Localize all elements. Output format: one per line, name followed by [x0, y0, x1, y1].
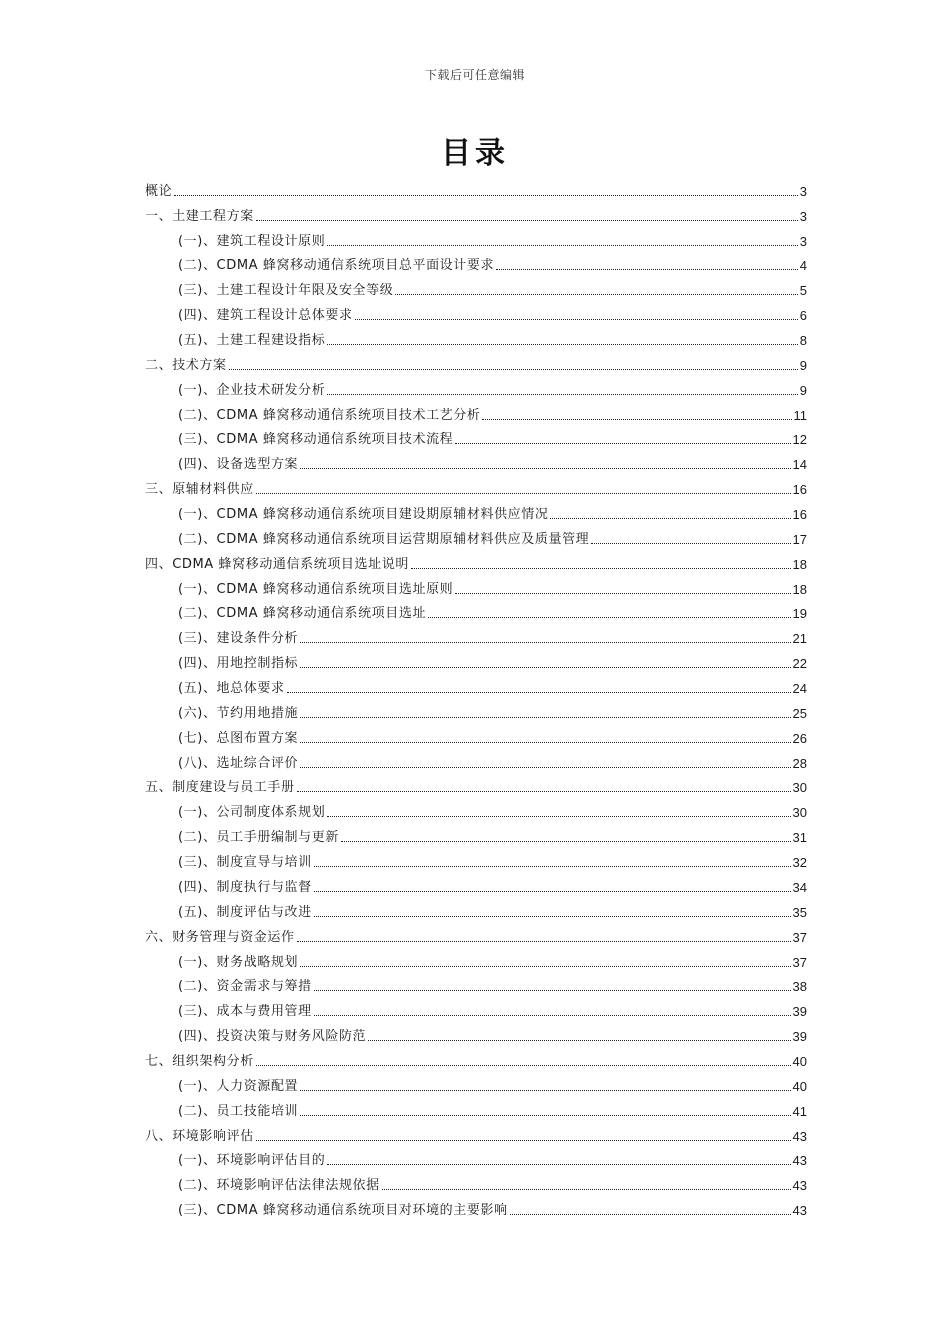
toc-entry-page-number: 43 — [792, 1153, 807, 1169]
toc-entry-page-number: 3 — [799, 208, 807, 224]
dot-leader — [550, 518, 790, 519]
toc-section-link[interactable] — [145, 921, 807, 946]
toc-subsection-link[interactable] — [145, 722, 807, 747]
toc-section-link[interactable] — [145, 772, 807, 797]
toc-entry-label: 一、土建工程方案 — [145, 208, 254, 224]
toc-entry-page-number: 21 — [792, 631, 807, 647]
toc-entry-label: (三)、成本与费用管理 — [178, 1004, 312, 1020]
toc-subsection-link[interactable] — [145, 299, 807, 324]
toc-subsection-link[interactable] — [145, 1194, 807, 1219]
toc-entry-page-number: 39 — [792, 1029, 807, 1045]
toc-entry-page-number: 32 — [792, 855, 807, 871]
toc-entry-page-number: 18 — [792, 556, 807, 572]
toc-section-link[interactable] — [145, 200, 807, 225]
dot-leader — [327, 1164, 790, 1165]
toc-entry-page-number: 30 — [792, 805, 807, 821]
toc-entry-page-number: 5 — [799, 283, 807, 299]
toc-entry-label: (二)、员工技能培训 — [178, 1103, 299, 1119]
dot-leader — [510, 1214, 791, 1215]
toc-entry-page-number: 41 — [792, 1103, 807, 1119]
toc-entry-label: (五)、土建工程建设指标 — [178, 333, 326, 349]
toc-subsection-link[interactable] — [145, 846, 807, 871]
toc-entry-page-number: 39 — [792, 1004, 807, 1020]
dot-leader — [327, 245, 797, 246]
toc-entry-page-number: 30 — [792, 780, 807, 796]
toc-entry-page-number: 9 — [799, 382, 807, 398]
toc-subsection-link[interactable] — [145, 971, 807, 996]
toc-section-link[interactable] — [145, 1045, 807, 1070]
dot-leader — [314, 866, 791, 867]
toc-entry-page-number: 40 — [792, 1078, 807, 1094]
dot-leader — [300, 667, 790, 668]
page-header-note: 下载后可任意编辑 — [424, 68, 525, 82]
toc-subsection-link[interactable] — [145, 896, 807, 921]
dot-leader — [496, 269, 798, 270]
toc-entry-page-number: 8 — [799, 333, 807, 349]
dot-leader — [300, 742, 790, 743]
toc-entry-label: (八)、选址综合评价 — [178, 755, 299, 771]
dot-leader — [482, 419, 791, 420]
toc-entry-label: (二)、CDMA 蜂窝移动通信系统项目总平面设计要求 — [178, 258, 495, 274]
toc-entry-label: (一)、CDMA 蜂窝移动通信系统项目选址原则 — [178, 581, 454, 597]
toc-entry-label: (二)、资金需求与筹措 — [178, 979, 312, 995]
toc-entry-page-number: 31 — [792, 830, 807, 846]
toc-entry-page-number: 6 — [799, 308, 807, 324]
toc-subsection-link[interactable] — [145, 946, 807, 971]
toc-entry-label: (五)、地总体要求 — [178, 681, 285, 697]
dot-leader — [300, 717, 790, 718]
dot-leader — [287, 692, 791, 693]
dot-leader — [455, 443, 790, 444]
dot-leader — [314, 891, 791, 892]
toc-entry-page-number: 12 — [792, 432, 807, 448]
toc-entry-label: (一)、人力资源配置 — [178, 1078, 299, 1094]
toc-entry-page-number: 28 — [792, 755, 807, 771]
dot-leader — [256, 1065, 791, 1066]
toc-entry-label: 八、环境影响评估 — [145, 1128, 254, 1144]
toc-entry-page-number: 4 — [799, 258, 807, 274]
toc-entry-page-number: 24 — [792, 681, 807, 697]
toc-subsection-link[interactable] — [145, 250, 807, 275]
toc-entry-label: (一)、建筑工程设计原则 — [178, 233, 326, 249]
toc-entry-label: (四)、设备选型方案 — [178, 457, 299, 473]
toc-subsection-link[interactable] — [145, 697, 807, 722]
dot-leader — [300, 468, 790, 469]
dot-leader — [428, 617, 790, 618]
toc-entry-label: 七、组织架构分析 — [145, 1053, 254, 1069]
toc-subsection-link[interactable] — [145, 573, 807, 598]
toc-subsection-link[interactable] — [145, 274, 807, 299]
toc-subsection-link[interactable] — [145, 424, 807, 449]
toc-entry-label: (三)、土建工程设计年限及安全等级 — [178, 283, 394, 299]
toc-entry-label: 六、财务管理与资金运作 — [145, 929, 295, 945]
toc-entry-page-number: 26 — [792, 730, 807, 746]
toc-entry-label: (二)、CDMA 蜂窝移动通信系统项目技术工艺分析 — [178, 407, 481, 423]
toc-subsection-link[interactable] — [145, 647, 807, 672]
toc-subsection-link[interactable] — [145, 598, 807, 623]
toc-entry-page-number: 43 — [792, 1203, 807, 1219]
toc-entry-label: (七)、总图布置方案 — [178, 730, 299, 746]
toc-entry-page-number: 3 — [799, 183, 807, 199]
dot-leader — [314, 1015, 791, 1016]
toc-entry-label: 二、技术方案 — [145, 357, 227, 373]
toc-subsection-link[interactable] — [145, 225, 807, 250]
dot-leader — [300, 642, 790, 643]
dot-leader — [455, 593, 790, 594]
dot-leader — [300, 1090, 790, 1091]
toc-subsection-link[interactable] — [145, 399, 807, 424]
toc-subsection-link[interactable] — [145, 622, 807, 647]
toc-entry-label: (二)、CDMA 蜂窝移动通信系统项目选址 — [178, 606, 427, 622]
toc-entry-label: (三)、CDMA 蜂窝移动通信系统项目对环境的主要影响 — [178, 1203, 508, 1219]
toc-section-link[interactable] — [145, 548, 807, 573]
toc-entry-label: 五、制度建设与员工手册 — [145, 780, 295, 796]
toc-entry-label: (六)、节约用地措施 — [178, 705, 299, 721]
toc-entry-page-number: 37 — [792, 954, 807, 970]
toc-subsection-link[interactable] — [145, 1169, 807, 1194]
toc-entry-label: (一)、环境影响评估目的 — [178, 1153, 326, 1169]
dot-leader — [382, 1189, 791, 1190]
toc-entry-label: (三)、建设条件分析 — [178, 631, 299, 647]
toc-subsection-link[interactable] — [145, 1145, 807, 1170]
toc-entry-page-number: 22 — [792, 656, 807, 672]
dot-leader — [300, 966, 790, 967]
toc-subsection-link[interactable] — [145, 498, 807, 523]
toc-subsection-link[interactable] — [145, 324, 807, 349]
dot-leader — [411, 568, 791, 569]
toc-entry-page-number: 16 — [792, 507, 807, 523]
toc-entry-label: (一)、企业技术研发分析 — [178, 382, 326, 398]
toc-entry-label: (二)、员工手册编制与更新 — [178, 830, 339, 846]
toc-entry-page-number: 3 — [799, 233, 807, 249]
toc-entry-label: (三)、制度宣导与培训 — [178, 855, 312, 871]
toc-subsection-link[interactable] — [145, 448, 807, 473]
toc-entry-label: (四)、投资决策与财务风险防范 — [178, 1029, 367, 1045]
toc-entry-label: (四)、制度执行与监督 — [178, 879, 312, 895]
toc-entry-label: (一)、CDMA 蜂窝移动通信系统项目建设期原辅材料供应情况 — [178, 507, 549, 523]
toc-entry-page-number: 35 — [792, 904, 807, 920]
dot-leader — [314, 990, 791, 991]
dot-leader — [314, 916, 791, 917]
toc-entry-label: (二)、环境影响评估法律法规依据 — [178, 1178, 380, 1194]
toc-subsection-link[interactable] — [145, 871, 807, 896]
toc-subsection-link[interactable] — [145, 1095, 807, 1120]
toc-entry-page-number: 25 — [792, 705, 807, 721]
toc-entry-page-number: 38 — [792, 979, 807, 995]
toc-entry-label: (二)、CDMA 蜂窝移动通信系统项目运营期原辅材料供应及质量管理 — [178, 531, 590, 547]
toc-subsection-link[interactable] — [145, 374, 807, 399]
toc-entry-page-number: 37 — [792, 929, 807, 945]
toc-subsection-link[interactable] — [145, 672, 807, 697]
toc-entry-page-number: 16 — [792, 482, 807, 498]
toc-section-link[interactable] — [145, 349, 807, 374]
toc-entry-label: (四)、建筑工程设计总体要求 — [178, 308, 353, 324]
toc-title: 目录 — [441, 136, 509, 171]
dot-leader — [327, 344, 797, 345]
dot-leader — [327, 816, 790, 817]
dot-leader — [355, 319, 798, 320]
toc-subsection-link[interactable] — [145, 523, 807, 548]
toc-entry-page-number: 43 — [792, 1128, 807, 1144]
toc-entry-page-number: 40 — [792, 1053, 807, 1069]
toc-entry-page-number: 43 — [792, 1178, 807, 1194]
toc-entry-page-number: 14 — [792, 457, 807, 473]
toc-entry-page-number: 17 — [792, 531, 807, 547]
dot-leader — [297, 791, 791, 792]
toc-section-link[interactable] — [145, 175, 807, 200]
dot-leader — [300, 1115, 790, 1116]
dot-leader — [395, 294, 797, 295]
toc-entry-page-number: 34 — [792, 879, 807, 895]
toc-section-link[interactable] — [145, 1120, 807, 1145]
toc-entry-label: 三、原辅材料供应 — [145, 482, 254, 498]
toc-entry-label: 概论 — [145, 183, 173, 199]
toc-section-link[interactable] — [145, 473, 807, 498]
dot-leader — [174, 195, 798, 196]
toc-entry-label: (三)、CDMA 蜂窝移动通信系统项目技术流程 — [178, 432, 454, 448]
dot-leader — [256, 493, 791, 494]
toc-entry-page-number: 19 — [792, 606, 807, 622]
toc-subsection-link[interactable] — [145, 1070, 807, 1095]
dot-leader — [256, 1140, 791, 1141]
table-of-contents — [145, 175, 807, 1219]
toc-entry-label: (一)、财务战略规划 — [178, 954, 299, 970]
dot-leader — [327, 394, 797, 395]
toc-subsection-link[interactable] — [145, 747, 807, 772]
dot-leader — [256, 220, 798, 221]
dot-leader — [368, 1040, 790, 1041]
dot-leader — [229, 369, 798, 370]
toc-subsection-link[interactable] — [145, 1020, 807, 1045]
toc-entry-label: 四、CDMA 蜂窝移动通信系统项目选址说明 — [145, 556, 409, 572]
toc-entry-label: (四)、用地控制指标 — [178, 656, 299, 672]
toc-subsection-link[interactable] — [145, 796, 807, 821]
toc-entry-page-number: 9 — [799, 357, 807, 373]
dot-leader — [297, 941, 791, 942]
dot-leader — [341, 841, 791, 842]
dot-leader — [300, 767, 790, 768]
dot-leader — [591, 543, 790, 544]
toc-subsection-link[interactable] — [145, 821, 807, 846]
toc-entry-page-number: 18 — [792, 581, 807, 597]
toc-subsection-link[interactable] — [145, 995, 807, 1020]
toc-entry-label: (五)、制度评估与改进 — [178, 904, 312, 920]
toc-entry-page-number: 11 — [793, 407, 807, 423]
toc-entry-label: (一)、公司制度体系规划 — [178, 805, 326, 821]
